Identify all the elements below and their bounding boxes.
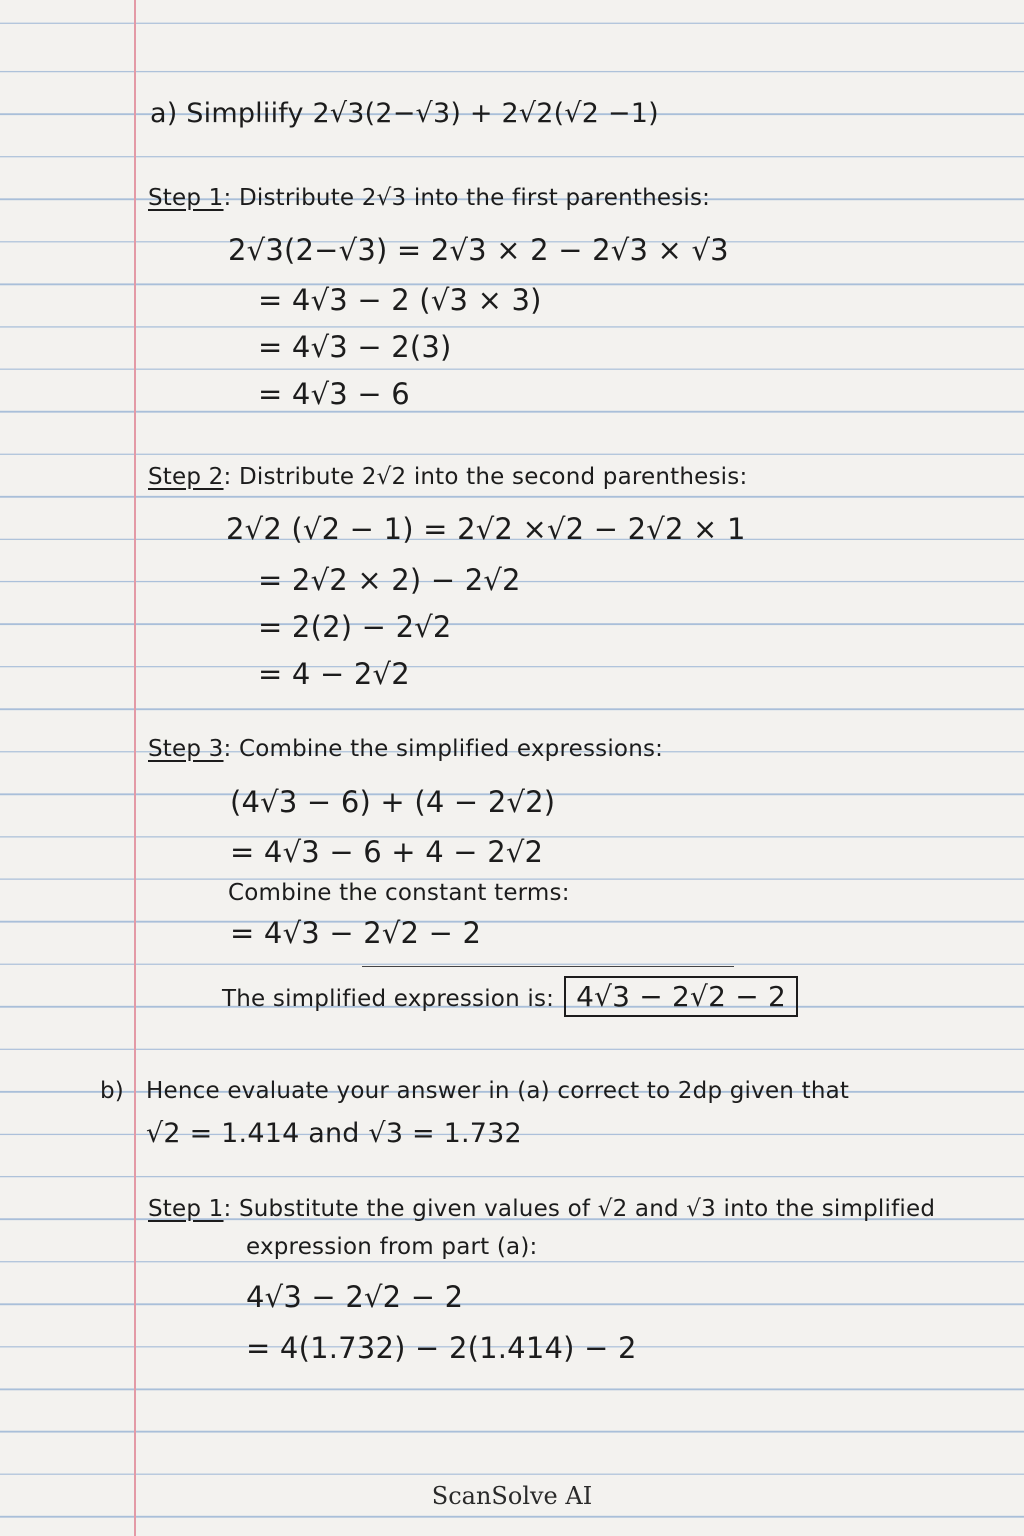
math-line: = 4√3 − 2(3) [258, 330, 452, 364]
part-a-step1-heading [148, 185, 710, 211]
step-title: Step 1 [148, 185, 224, 211]
part-b-question-text: Hence evaluate your answer in (a) correct to 2dp given that [146, 1078, 850, 1104]
math-line: = 4√3 − 6 [258, 377, 410, 411]
math-line: (4√3 − 6) + (4 − 2√2) [230, 785, 556, 819]
part-b-label: b) [100, 1078, 124, 1104]
part-b-step1-heading [148, 1196, 935, 1222]
part-a-question-text: Simpliify 2√3(2−√3) + 2√2(√2 −1) [186, 98, 659, 129]
part-b-question-line2: √2 = 1.414 and √3 = 1.732 [146, 1118, 522, 1149]
math-line: = 4(1.732) − 2(1.414) − 2 [246, 1331, 637, 1365]
math-line: = 4√3 − 2√2 − 2 [230, 916, 482, 950]
math-line: = 2(2) − 2√2 [258, 610, 452, 644]
notebook-margin-line [134, 0, 136, 1536]
math-line: = 4√3 − 2 (√3 × 3) [258, 283, 542, 317]
math-line: = 4√3 − 6 + 4 − 2√2 [230, 835, 544, 869]
math-line: 4√3 − 2√2 − 2 [246, 1280, 464, 1314]
step-text: : Substitute the given values of √2 and √3 into the simplified [223, 1196, 936, 1222]
step-title: Step 3 [148, 736, 224, 762]
combine-constants-text: Combine the constant terms: [228, 880, 570, 906]
step-title: Step 1 [148, 1196, 224, 1222]
math-line: 2√3(2−√3) = 2√3 × 2 − 2√3 × √3 [228, 233, 729, 267]
step-text: : Combine the simplified expressions: [223, 736, 664, 762]
final-answer-box: 4√3 − 2√2 − 2 [564, 976, 798, 1017]
part-a-question [150, 98, 659, 129]
step-text: : Distribute 2√2 into the second parenthesis: [223, 464, 748, 490]
step-title: Step 2 [148, 464, 224, 490]
answer-rule [362, 966, 734, 967]
final-answer-label: The simplified expression is: [222, 986, 555, 1012]
math-line: = 4 − 2√2 [258, 657, 410, 691]
footer-brand: ScanSolve AI [431, 1482, 593, 1510]
math-line: = 2√2 × 2) − 2√2 [258, 563, 521, 597]
part-a-step3-heading [148, 736, 663, 762]
part-b-question-line1 [100, 1078, 849, 1104]
part-b-step1-text-line2: expression from part (a): [246, 1234, 538, 1260]
math-line: 2√2 (√2 − 1) = 2√2 ×√2 − 2√2 × 1 [226, 512, 746, 546]
final-answer-line [222, 976, 798, 1017]
part-a-label: a) [150, 98, 178, 129]
part-a-step2-heading [148, 464, 747, 490]
step-text: : Distribute 2√3 into the first parenthesis: [223, 185, 711, 211]
